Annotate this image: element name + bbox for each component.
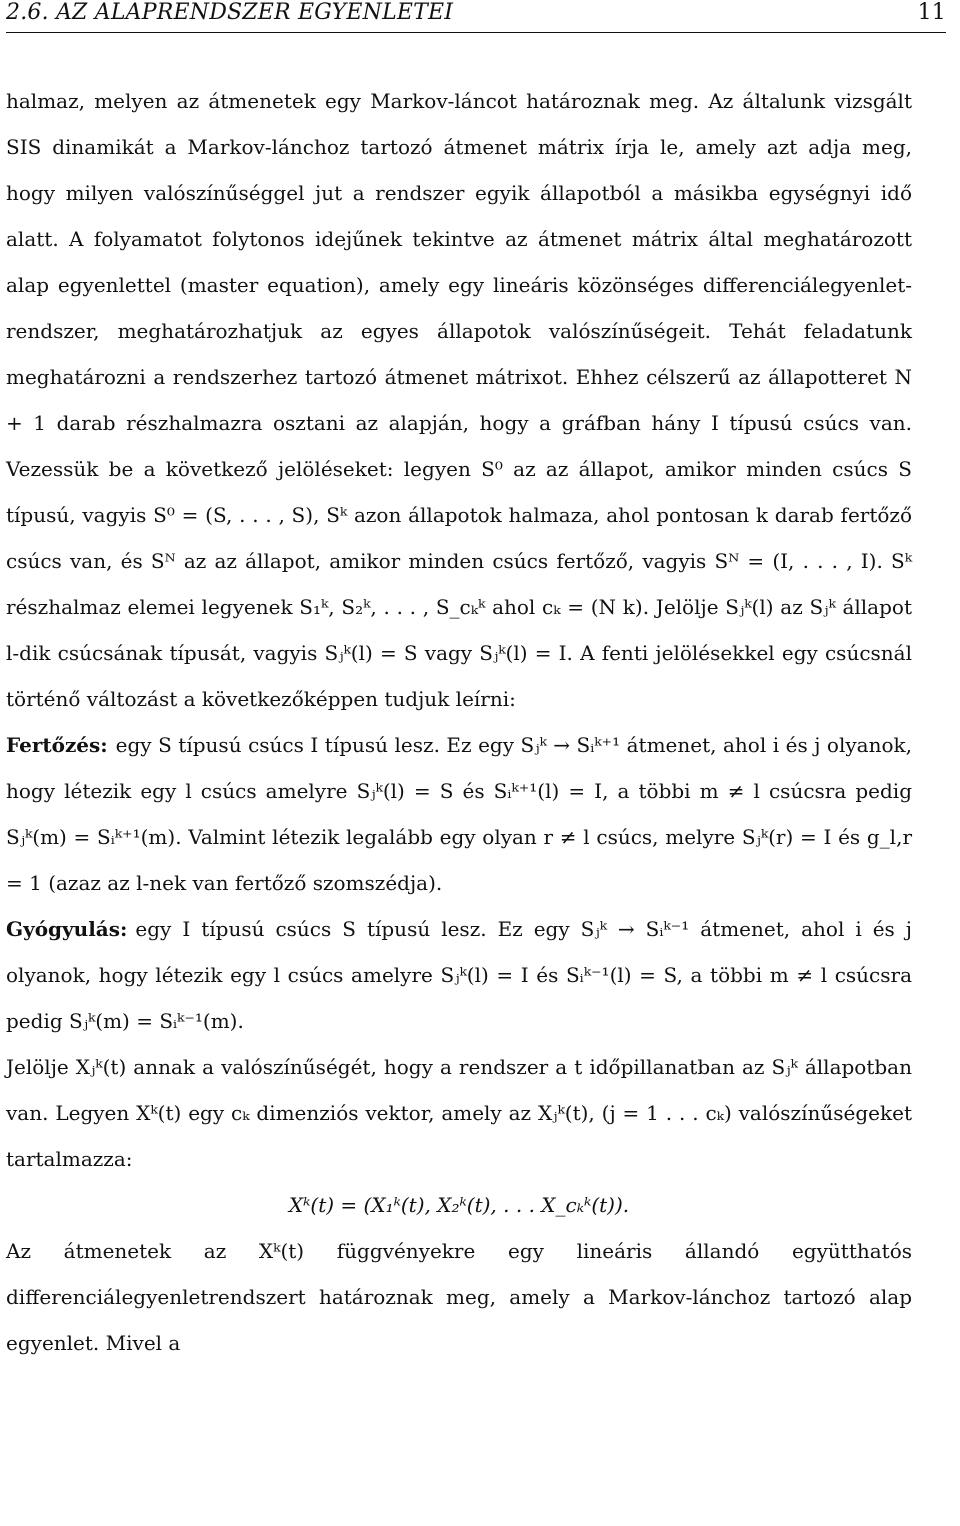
infection-text: egy S típusú csúcs I típusú lesz. Ez egy Sⱼᵏ → Sᵢᵏ⁺¹ átmenet, ahol i és j olyanok, hogy létezik egy l csúcs amelyre Sⱼᵏ(l) = S és Sᵢᵏ⁺¹(l) = I, a többi m ≠ l csúcsra pedig Sⱼᵏ(m) = Sᵢᵏ⁺¹(m). Valmint létezik legalább egy olyan r ≠ l csúcs, melyre Sⱼᵏ(r) = I és g_l,r = 1 (azaz az l-nek van fertőző szomszédja). — [6, 733, 912, 895]
paragraph-closing: Az átmenetek az Xᵏ(t) függvényekre egy lineáris állandó együtthatós differenciálegyenletrendszert határoznak meg, amely a Markov-lánchoz tartozó alap egyenlet. Mivel a — [6, 1239, 912, 1355]
header-rule — [6, 32, 946, 33]
page-number: 11 — [917, 0, 946, 25]
definition-infection — [6, 722, 912, 906]
paragraph-intro: halmaz, melyen az átmenetek egy Markov-láncot határoznak meg. Az általunk vizsgált SIS dinamikát a Markov-lánchoz tartozó átmenet mátrix írja le, amely azt adja meg, hogy milyen valószínűséggel jut a rendszer egyik állapotból a másikba egységnyi idő alatt. A folyamatot folytonos idejűnek tekintve az átmenet mátrix által meghatározott alap egyenlettel (master equation), amely egy lineáris közönséges differenciálegyenlet-rendszer, meghatározhatjuk az egyes állapotok valószínűségeit. Tehát feladatunk meghatározni a rendszerhez tartozó átmenet mátrixot. Ehhez célszerű az állapotteret N + 1 darab részhalmazra osztani az alapján, hogy a gráfban hány I típusú csúcs van. Vezessük be a következő jelöléseket: legyen S⁰ az az állapot, amikor minden csúcs S típusú, vagyis S⁰ = (S, . . . , S), Sᵏ azon állapotok halmaza, ahol pontosan k darab fertőző csúcs van, és Sᴺ az az állapot, amikor minden csúcs fertőző, vagyis Sᴺ = (I, . . . , I). Sᵏ részhalmaz elemei legyenek S₁ᵏ, S₂ᵏ, . . . , S_cₖᵏ ahol cₖ = (N k). Jelölje Sⱼᵏ(l) az Sⱼᵏ állapot l-dik csúcsának típusát, vagyis Sⱼᵏ(l) = S vagy Sⱼᵏ(l) = I. A fenti jelölésekkel egy csúcsnál történő változást a következőképpen tudjuk leírni: — [6, 89, 912, 711]
section-title: 2.6. AZ ALAPRENDSZER EGYENLETEI — [6, 0, 454, 25]
definition-recovery — [6, 906, 912, 1044]
infection-label: Fertőzés: — [6, 733, 108, 757]
paragraph-probability: Jelölje Xⱼᵏ(t) annak a valószínűségét, hogy a rendszer a t időpillanatban az Sⱼᵏ állapotban van. Legyen Xᵏ(t) egy cₖ dimenziós vektor, amely az Xⱼᵏ(t), (j = 1 . . . cₖ) valószínűségeket tartalmazza: — [6, 1055, 912, 1171]
recovery-label: Gyógyulás: — [6, 917, 128, 941]
running-header — [6, 0, 946, 30]
body-text — [6, 78, 912, 1366]
display-equation: Xᵏ(t) = (X₁ᵏ(t), X₂ᵏ(t), . . . X_cₖᵏ(t)). — [288, 1193, 630, 1217]
recovery-text: egy I típusú csúcs S típusú lesz. Ez egy Sⱼᵏ → Sᵢᵏ⁻¹ átmenet, ahol i és j olyanok, hogy létezik egy l csúcs amelyre Sⱼᵏ(l) = I és Sᵢᵏ⁻¹(l) = S, a többi m ≠ l csúcsra pedig Sⱼᵏ(m) = Sᵢᵏ⁻¹(m). — [6, 917, 912, 1033]
